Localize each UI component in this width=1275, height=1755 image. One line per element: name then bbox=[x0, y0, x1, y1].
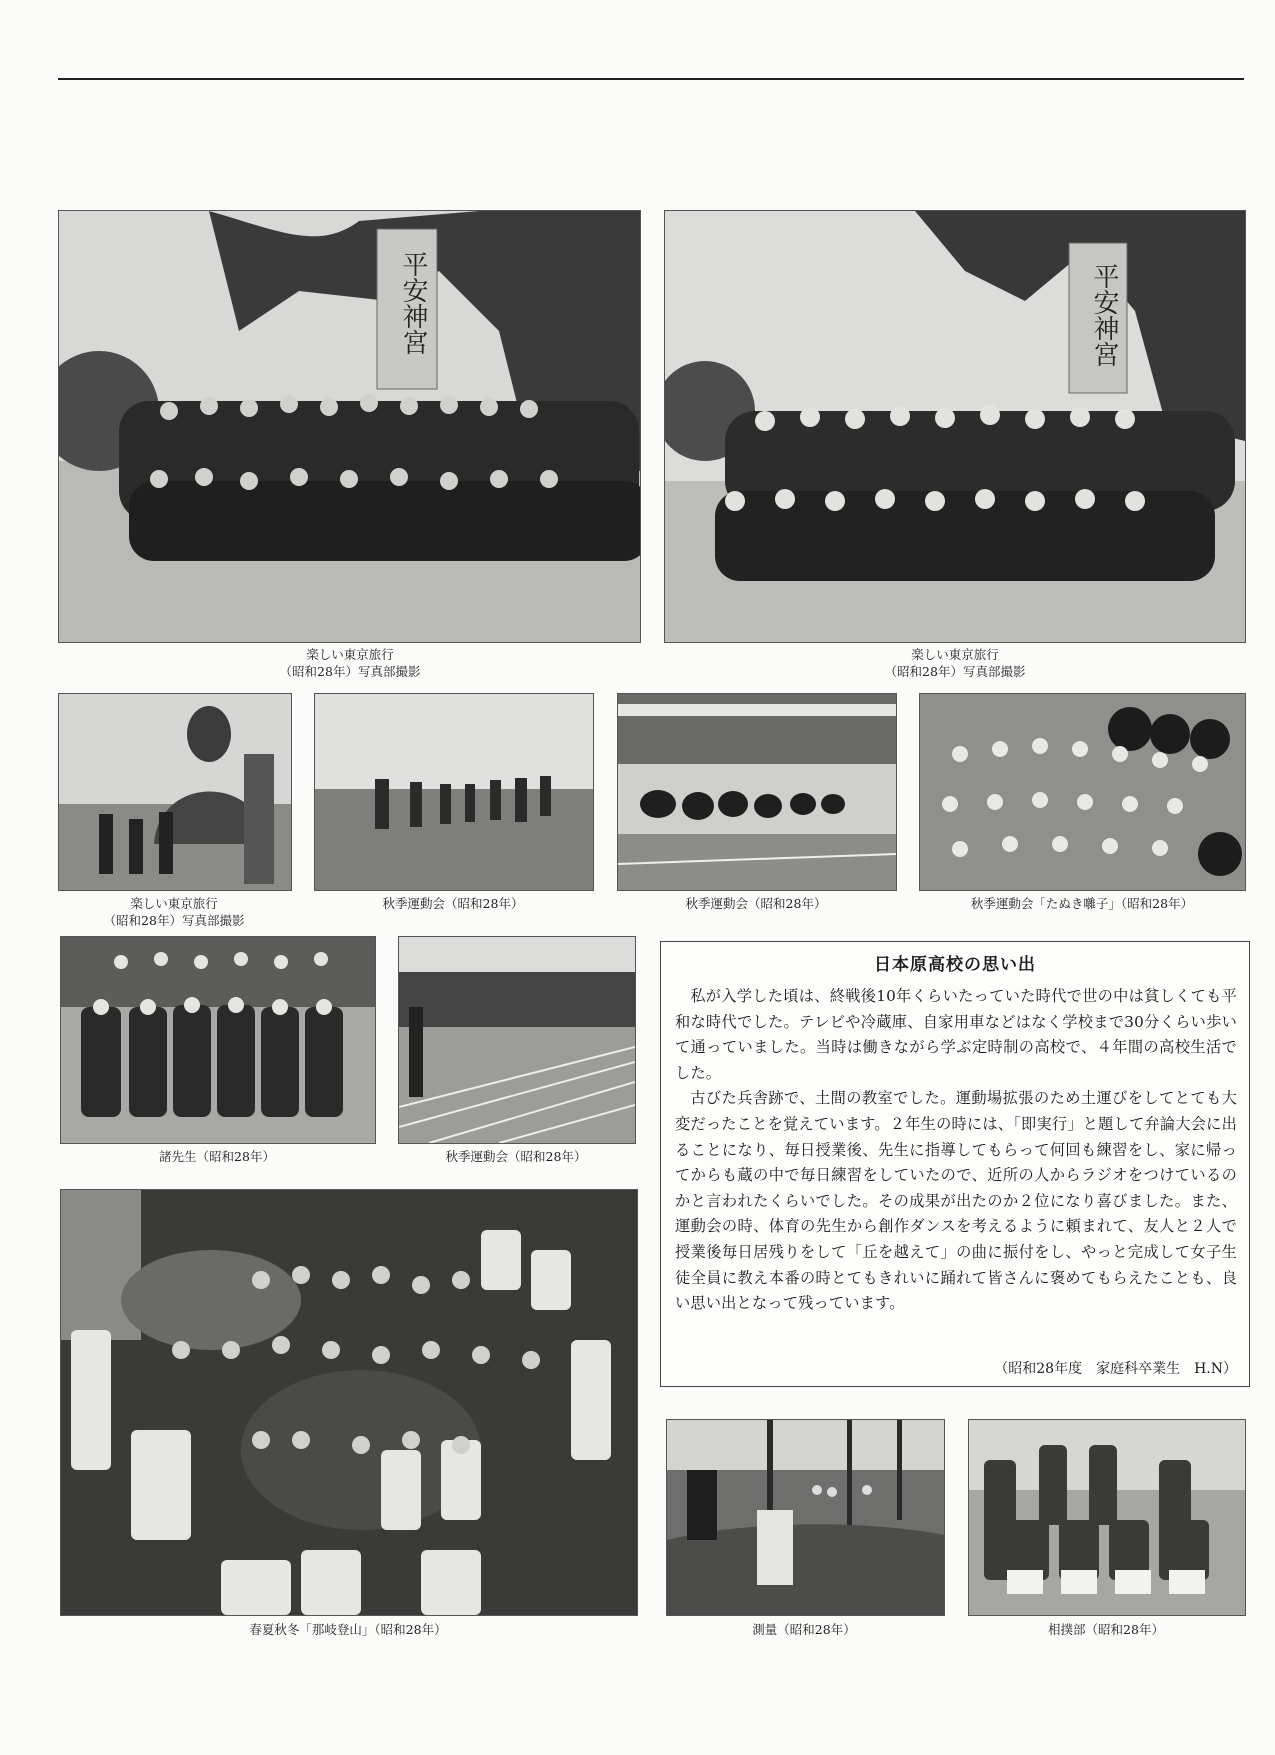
caption-sports-day-tanuki: 秋季運動会「たぬき囃子」（昭和28年） bbox=[970, 896, 1194, 911]
photo-teachers bbox=[60, 936, 376, 1144]
memoir-title: 日本原高校の思い出 bbox=[874, 955, 1036, 975]
photo-great-buddha bbox=[58, 693, 292, 891]
memoir-body bbox=[675, 984, 1237, 1317]
photo-sports-day-track bbox=[398, 936, 636, 1144]
caption-nagi-climb: 春夏秋冬「那岐登山」（昭和28年） bbox=[249, 1622, 447, 1637]
photo-tokyo-trip-boys bbox=[58, 210, 641, 643]
photo-tokyo-trip-girls bbox=[664, 210, 1246, 643]
caption-tokyo-trip-2 bbox=[805, 646, 1105, 680]
memoir-signature: （昭和28年度 家庭科卒業生 H.N） bbox=[994, 1361, 1237, 1377]
caption-line-2: （昭和28年）写真部撮影 bbox=[884, 664, 1026, 679]
photo-sumo-club bbox=[968, 1419, 1246, 1616]
memoir-paragraph: 古びた兵舎跡で、土間の教室でした。運動場拡張のため土運びをしてとても大変だったことを覚えています。２年生の時には、「即実行」と題して弁論大会に出ることになり、毎日授業後、先生に指導してもらって何回も練習をし、家に帰ってからも蔵の中で毎日練習をしていたので、近所の人からラジオをつけているのかと言われたくらいでした。その成果が出たのか２位になり喜びました。また、運動会の時、体育の先生から創作ダンスを考えるように頼まれて、友人と２人で授業後毎日居残りをして「丘を越えて」の曲に振付をし、やっと完成して女子生徒全員に教え本番の時とてもきれいに踊れて皆さんに褒めてもらえたことも、良い思い出となって残っています。 bbox=[675, 1089, 1237, 1313]
caption-line-1: 楽しい東京旅行 bbox=[130, 896, 218, 911]
photo-nagi-climb bbox=[60, 1189, 638, 1616]
photo-sports-day-dance bbox=[314, 693, 594, 891]
photo-tanuki-bayashi bbox=[919, 693, 1246, 891]
top-rule bbox=[58, 78, 1244, 80]
memoir-paragraph: 私が入学した頃は、終戦後10年くらいたっていた時代で世の中は貧しくても平和な時代でした。テレビや冷蔵庫、自家用車などはなく学校まで30分くらい歩いて通っていました。当時は働きながら学ぶ定時制の高校で、４年間の高校生活でした。 bbox=[675, 987, 1237, 1082]
photo-sports-day-race bbox=[617, 693, 897, 891]
shrine-signboard-text: 平安神宮 bbox=[1089, 263, 1119, 367]
shrine-signboard-text: 平安神宮 bbox=[398, 251, 428, 355]
caption-sports-day-2: 秋季運動会（昭和28年） bbox=[685, 896, 827, 911]
photo-surveying bbox=[666, 1419, 945, 1616]
caption-surveying: 測量（昭和28年） bbox=[752, 1622, 856, 1637]
memoir-box bbox=[660, 941, 1250, 1387]
caption-line-1: 楽しい東京旅行 bbox=[306, 647, 394, 662]
caption-tokyo-trip-1 bbox=[200, 646, 500, 680]
caption-teachers: 諸先生（昭和28年） bbox=[159, 1149, 275, 1164]
caption-sports-day-3: 秋季運動会（昭和28年） bbox=[445, 1149, 587, 1164]
caption-line-2: （昭和28年）写真部撮影 bbox=[279, 664, 421, 679]
caption-sports-day-1: 秋季運動会（昭和28年） bbox=[382, 896, 524, 911]
caption-sumo-club: 相撲部（昭和28年） bbox=[1048, 1622, 1164, 1637]
caption-line-2: （昭和28年）写真部撮影 bbox=[103, 913, 245, 928]
caption-tokyo-trip-3 bbox=[74, 895, 274, 929]
caption-line-1: 楽しい東京旅行 bbox=[911, 647, 999, 662]
